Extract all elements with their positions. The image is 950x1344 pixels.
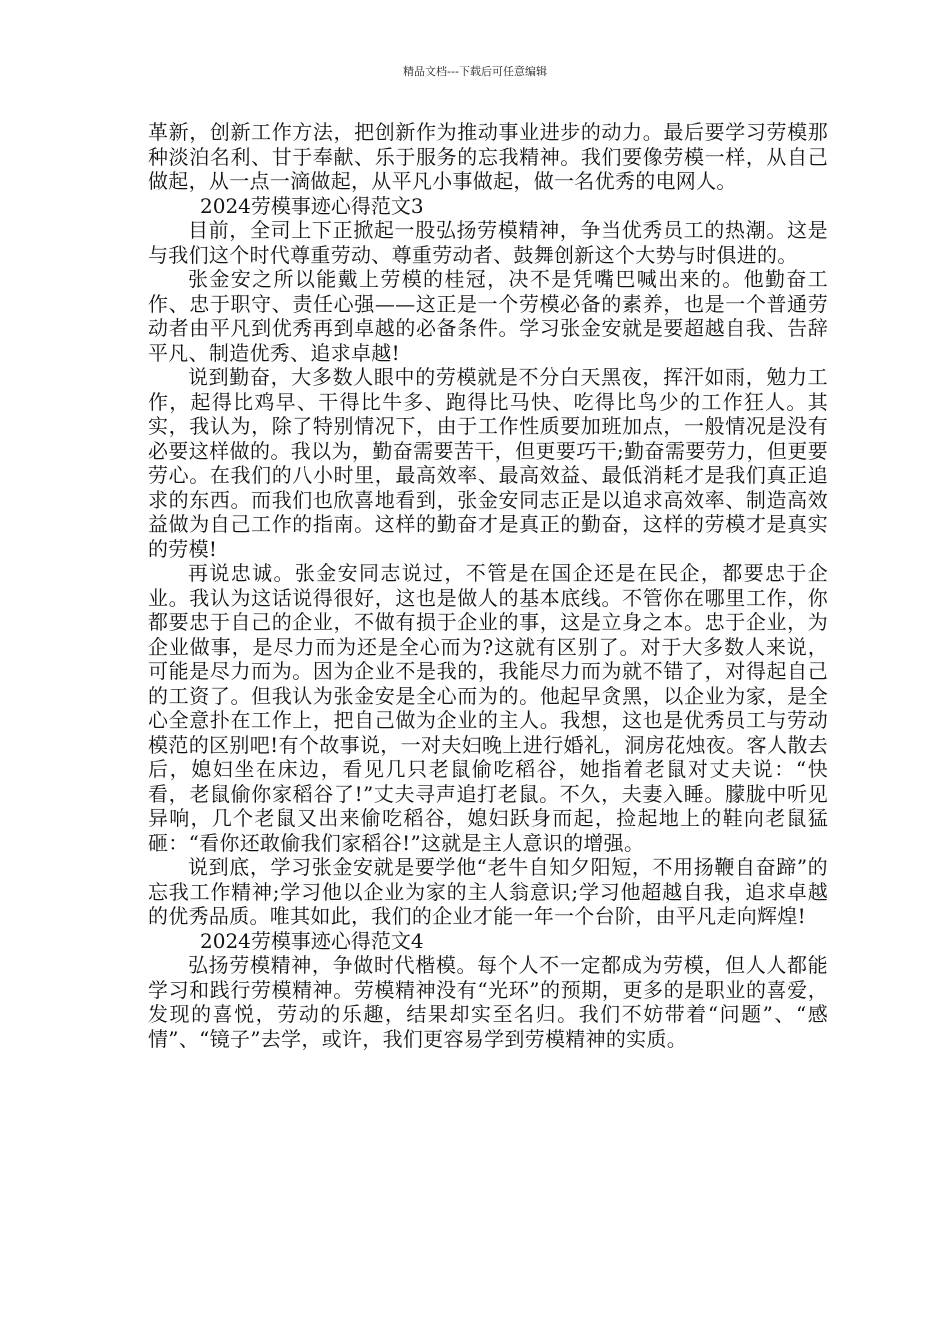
paragraph: 说到底，学习张金安就是要学他“老牛自知夕阳短，不用扬鞭自奋蹄”的忘我工作精神;学习他以企业为家的主人翁意识;学习他超越自我，追求卓越的优秀品质。唯其如此，我们的企业才能一年一个台阶，由平凡走向辉煌! [148,855,828,928]
page-header: 精品文档---下载后可任意编辑 [403,65,547,78]
section-heading: 2024劳模事迹心得范文3 [200,193,424,218]
paragraph: 革新，创新工作方法，把创新作为推动事业进步的动力。最后要学习劳模那种淡泊名利、甘于奉献、乐于服务的忘我精神。我们要像劳模一样，从自己做起，从一点一滴做起，从平凡小事做起，做一名优秀的电网人。 [148,120,828,193]
paragraph: 弘扬劳模精神，争做时代楷模。每个人不一定都成为劳模，但人人都能学习和践行劳模精神。劳模精神没有“光环”的预期，更多的是职业的喜爱，发现的喜悦，劳动的乐趣，结果却实至名归。我们不妨带着“问题”、“感情”、“镜子”去学，或许，我们更容易学到劳模精神的实质。 [148,953,828,1051]
paragraph: 说到勤奋，大多数人眼中的劳模就是不分白天黑夜，挥汗如雨，勉力工作，起得比鸡早、干得比牛多、跑得比马快、吃得比鸟少的工作狂人。其实，我认为，除了特别情况下，由于工作性质要加班加点，一般情况是没有必要这样做的。我以为，勤奋需要苦干，但更要巧干;勤奋需要劳力，但更要劳心。在我们的八小时里，最高效率、最高效益、最低消耗才是我们真正追求的东西。而我们也欣喜地看到，张金安同志正是以追求高效率、制造高效益做为自己工作的指南。这样的勤奋才是真正的勤奋，这样的劳模才是真实的劳模! [148,365,828,561]
paragraph: 张金安之所以能戴上劳模的桂冠，决不是凭嘴巴喊出来的。他勤奋工作、忠于职守、责任心强——这正是一个劳模必备的素养，也是一个普通劳动者由平凡到优秀再到卓越的必备条件。学习张金安就是要超越自我、告辞平凡、制造优秀、追求卓越! [148,267,828,365]
document-body [148,120,828,1051]
paragraph: 再说忠诚。张金安同志说过，不管是在国企还是在民企，都要忠于企业。我认为这话说得很好，这也是做人的基本底线。不管你在哪里工作，你都要忠于自己的企业，不做有损于企业的事，这是立身之本。忠于企业，为企业做事，是尽力而为还是全心而为?这就有区别了。对于大多数人来说，可能是尽力而为。因为企业不是我的，我能尽力而为就不错了，对得起自己的工资了。但我认为张金安是全心而为的。他起早贪黑，以企业为家，是全心全意扑在工作上，把自己做为企业的主人。我想，这也是优秀员工与劳动模范的区别吧!有个故事说，一对夫妇晚上进行婚礼，洞房花烛夜。客人散去后，媳妇坐在床边，看见几只老鼠偷吃稻谷，她指着老鼠对丈夫说：“快看，老鼠偷你家稻谷了!”丈夫寻声追打老鼠。不久，夫妻入睡。朦胧中听见异响，几个老鼠又出来偷吃稻谷，媳妇跃身而起，捡起地上的鞋向老鼠猛砸：“看你还敢偷我们家稻谷!”这就是主人意识的增强。 [148,561,828,855]
paragraph: 目前，全司上下正掀起一股弘扬劳模精神，争当优秀员工的热潮。这是与我们这个时代尊重劳动、尊重劳动者、鼓舞创新这个大势与时俱进的。 [148,218,828,267]
section-heading: 2024劳模事迹心得范文4 [200,928,424,953]
